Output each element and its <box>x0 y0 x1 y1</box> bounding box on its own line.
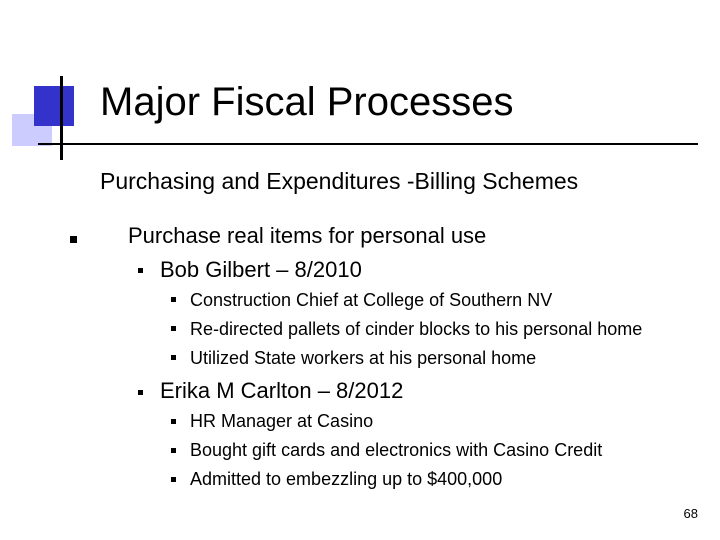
bullet-marker <box>70 236 77 243</box>
bullet-marker <box>171 355 176 360</box>
page-number: 68 <box>683 506 698 521</box>
bullet-carlton-item: HR Manager at Casino <box>190 411 374 431</box>
bullet-gilbert-heading: Bob Gilbert – 8/2010 <box>160 257 362 282</box>
bullet-marker <box>171 297 176 302</box>
bullet-gilbert-item: Construction Chief at College of Southern NV <box>190 290 553 310</box>
bullet-marker <box>171 419 176 424</box>
title-divider <box>38 143 698 145</box>
slide-subtitle: Purchasing and Expenditures -Billing Schemes <box>100 168 579 194</box>
bullet-carlton-item: Bought gift cards and electronics with Casino Credit <box>190 440 603 460</box>
bullet-gilbert-item: Utilized State workers at his personal home <box>190 348 537 368</box>
bullet-carlton-item: Admitted to embezzling up to $400,000 <box>190 469 503 489</box>
bullet-marker <box>171 448 176 453</box>
bullet-marker <box>171 477 176 482</box>
slide-title: Major Fiscal Processes <box>100 80 514 124</box>
bullet-marker <box>171 326 176 331</box>
bullet-marker <box>138 268 143 273</box>
vertical-rule <box>60 76 63 160</box>
bullet-gilbert-item: Re-directed pallets of cinder blocks to his personal home <box>190 319 643 339</box>
bullet-level1: Purchase real items for personal use <box>128 223 487 248</box>
dark-square-decoration <box>34 86 74 126</box>
bullet-marker <box>138 390 143 395</box>
bullet-carlton-heading: Erika M Carlton – 8/2012 <box>160 378 404 403</box>
